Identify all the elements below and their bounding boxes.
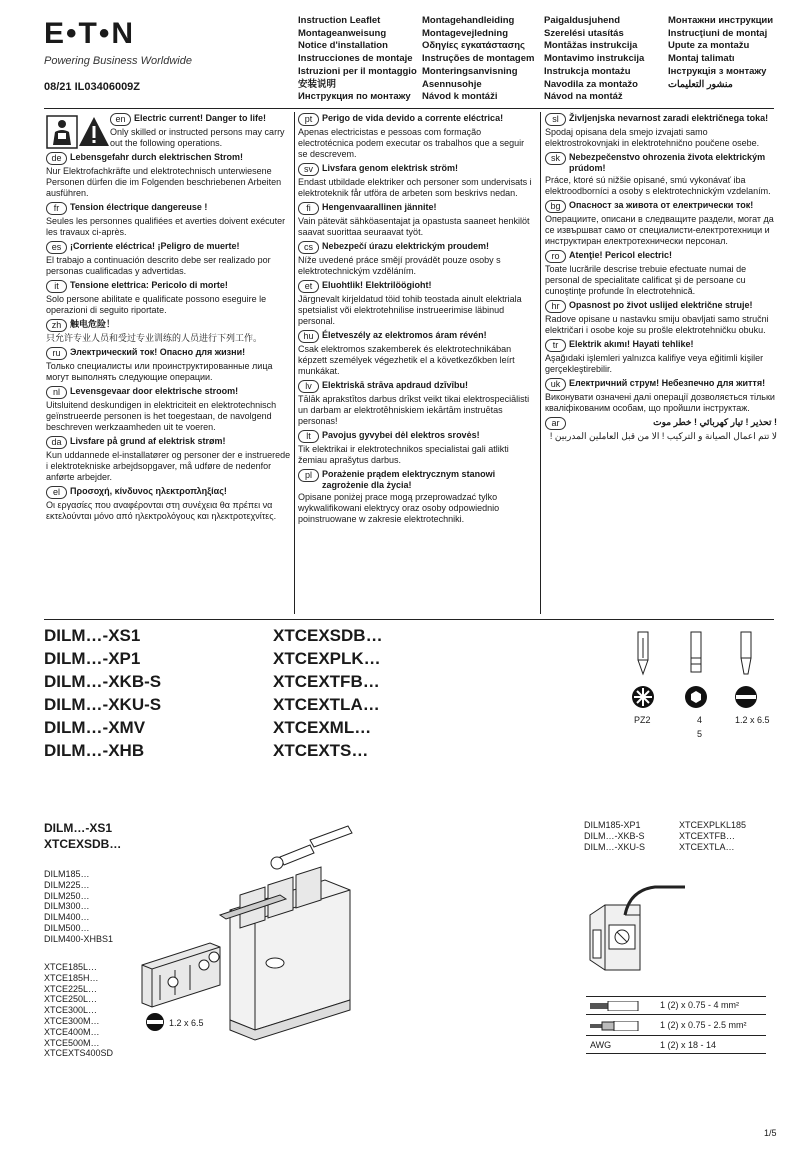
section1-dilm-list [44,869,113,945]
contactor-terminal-illustration [140,825,365,1075]
column-divider [540,112,541,614]
warning-heading [46,486,291,499]
warning-title: Livsfare på grund af elektrisk strøm! [70,436,226,446]
warning-block-sl [545,113,777,149]
wire-row-awg [586,1038,766,1052]
language-code-badge: hr [545,300,566,313]
language-code-badge: bg [545,200,566,213]
warning-block-de [46,152,291,199]
product-name: DILM…-XKB-S [44,672,162,691]
header-language-title: 安装说明 [298,78,337,90]
header-language-title: Montavimo instrukcija [544,53,645,65]
wire-row-ferrule [586,1018,766,1032]
wire-value: 1 (2) x 18 - 14 [660,1040,717,1050]
warning-text: Spodaj opisana dela smejo izvajati samo elektrostrokovnjaki in elektrotehnično poučene osebe. [545,127,760,148]
warnings-column-1 [46,113,291,525]
model-number: XTCE300L… [44,1005,98,1016]
model-number: XTCEXTFB… [679,830,736,841]
warning-heading [298,113,536,126]
warning-text: Nur Elektrofachkräfte und elektrotechnisch unterwiesene Personen dürfen die im Folgenden beschriebenen Arbeiten ausführen. [46,166,282,198]
warning-text: Οι εργασίες που αναφέρονται στη συνέχεια θα πρέπει να εκτελούνται μόνο από ηλεκτρολόγους και ηλεκτροτεχνίτες. [46,500,277,521]
language-code-badge: nl [46,386,67,399]
warnings-divider [44,619,774,620]
model-number: XTCE225L… [44,983,98,994]
product-name: XTCEXTLA… [273,695,380,714]
header-language-title: Инструкция по монтажу [298,91,411,103]
language-code-badge: fr [46,202,67,215]
header-language-title: Montāžas instrukcija [544,40,638,52]
warning-title: Προσοχή, κίνδυνος ηλεκτροπληξίας! [70,486,227,496]
model-number: DILM…-XKB-S [584,830,645,841]
model-number: XTCEXTS400SD [44,1048,114,1059]
header-language-title: Montaj talimatı [668,53,735,65]
wire-value: 1 (2) x 0.75 - 4 mm² [660,1000,740,1010]
header-language-title: Οδηγίες εγκατάστασης [422,40,525,52]
header-language-title: Asennusohje [422,78,482,90]
wire-table-top-rule [586,996,766,997]
warning-title: Електричний струм! Небезпечно для життя! [569,378,766,388]
language-code-badge: en [110,113,131,126]
warning-block-ro [545,250,777,297]
warning-heading [46,319,291,332]
model-number: XTCE250L… [44,994,98,1005]
model-number: XTCE185H… [44,972,99,983]
pozidriv-screwdriver-icon [638,632,648,674]
language-code-badge: sv [298,163,319,176]
header-language-title: Paigaldusjuhend [544,15,621,26]
warning-heading [46,386,291,399]
wire-table-rule [586,1014,766,1015]
section1-title-2: XTCEXSDB… [44,837,122,851]
model-number: XTCEXPLKL185 [679,820,747,830]
model-number: DILM400… [44,912,90,923]
warning-text: Aşağıdaki işlemleri yalnızca kalifiye veya eğitimli kişiler gerçekleştirebilir. [545,353,764,374]
warning-text: Операциите, описани в следващите раздели, могат да се извършват само от специалисти-електротехници и инструктиран електротехнически персонал. [545,214,774,246]
warning-heading [46,436,291,449]
page-number: 1/5 [764,1128,777,1138]
language-code-badge: sl [545,113,566,126]
model-number: XTCE400M… [44,1026,100,1037]
warning-text: Only skilled or instructed persons may carry out the following operations. [110,127,285,148]
header-language-title: Istruzioni per il montaggio [298,65,417,77]
tool-label-flat: 1.2 x 6.5 [735,715,770,725]
header-language-title: Szerelési utasítás [544,27,624,39]
tagline: Powering Business Worldwide [44,55,192,67]
language-code-badge: lv [298,380,319,393]
section1-title-1: DILM…-XS1 [44,821,113,835]
wire-row-solid [586,998,766,1012]
header-languages-col4 [668,15,773,91]
warning-block-tr [545,339,777,375]
warning-block-lv [298,380,536,427]
section1-title [44,820,121,852]
language-code-badge: uk [545,378,566,391]
product-name: XTCEXSDB… [273,626,383,645]
warning-text: Vain pätevät sähköasentajat ja opastusta saaneet henkilöt saavat suorittaa seuraavat työt. [298,216,530,237]
wire-table [586,998,766,1058]
language-code-badge: el [46,486,67,499]
warning-block-it [46,280,291,316]
language-code-badge: pl [298,469,319,482]
section2-dilm-list [584,820,645,852]
language-code-badge: pt [298,113,319,126]
warning-heading [545,339,777,352]
warning-text: لا تتم اعمال الصيانة و التركيب ! الا من قبل العاملين المدربين ! [549,431,777,441]
flat-screwdriver-icon [145,1012,165,1037]
tool-label-hex-2: 5 [697,729,703,739]
warning-text: Práce, ktoré sú nižšie opisané, smú vykonávať iba elektroodborníci a osoby s elektrotechnickým vzdelaním. [545,175,771,196]
warning-block-ar [545,417,777,442]
warning-heading [545,378,777,391]
warning-block-bg [545,200,777,247]
language-code-badge: de [46,152,67,165]
product-name: XTCEXTFB… [273,672,380,691]
solid-wire-icon [590,1001,640,1011]
language-code-badge: da [46,436,67,449]
warning-title: Življenjska nevarnost zaradi električnega toka! [569,113,769,123]
header-divider [44,108,774,109]
warning-block-zh [46,319,291,344]
header-language-title: Montagevejledning [422,27,509,39]
warning-block-da [46,436,291,483]
header-language-title: Montageanweisung [298,27,387,39]
model-number: XTCE500M… [44,1037,100,1048]
warning-title: Nebezpečenstvo ohrozenia života elektrickým prúdom! [569,152,766,173]
warning-heading [46,241,291,254]
wire-label-awg: AWG [590,1040,612,1050]
header-language-title: Монтажни инструкции [668,15,774,26]
section2-xtc-list [679,820,746,852]
product-name: DILM…-XS1 [44,626,141,645]
warning-text: Kun uddannede el-installatører og personer der e instruerede i elektrotekniske arbejdsopgaver, må udføre de nedenfor anførte arbejder. [46,450,291,482]
product-name: DILM…-XHB [44,741,145,760]
terminal-wiring-illustration [585,885,695,990]
language-code-badge: zh [46,319,67,332]
section1-tool-label: 1.2 x 6.5 [169,1018,204,1028]
document-number: 08/21 IL03406009Z [44,81,141,93]
warning-text: Tik elektrikai ir elektrotechnikos specialistai gali atlikti žemiau aprašytus darbus. [298,444,509,465]
warning-heading [298,330,536,343]
header-language-title: Návod k montáži [422,91,498,103]
header-language-title: Instruções de montagem [422,53,535,65]
header-language-title: Návod na montáž [544,91,623,103]
language-code-badge: sk [545,152,566,165]
warning-block-hr [545,300,777,336]
warning-title: Опасност за живота от електрически ток! [569,200,754,210]
warning-title: Электрический ток! Опасно для жизни! [70,347,246,357]
product-name: XTCEXPLK… [273,649,381,668]
warning-text: 只允许专业人员和受过专业训练的人员进行下列工作。 [46,333,263,343]
language-code-badge: es [46,241,67,254]
product-name: DILM…-XP1 [44,649,141,668]
warning-heading [298,163,536,176]
warning-heading [545,152,777,174]
product-name: XTCEXML… [273,718,372,737]
tool-label-hex: 4 [697,715,703,725]
warning-title: Levensgevaar door elektrische stroom! [70,386,239,396]
eaton-logo: E•T•N [44,17,136,50]
header-languages-col2 [422,15,534,104]
warning-heading [110,113,291,126]
warning-heading [545,417,777,430]
warning-title: Pavojus gyvybei dėl elektros srovės! [322,430,480,440]
warning-title: Porażenie prądem elektrycznym stanowi zagrożenie dla życia! [322,469,496,490]
warning-heading [545,200,777,213]
warning-title: Életveszély az elektromos áram révén! [322,330,487,340]
section1-xtce-list [44,962,113,1059]
warning-heading [298,241,536,254]
warning-title: Atenţie! Pericol electric! [569,250,673,260]
warning-heading [46,202,291,215]
warning-title: Tensione elettrica: Pericolo di morte! [70,280,228,290]
warning-title: Eluohtlik! Elektrilöögioht! [322,280,432,290]
model-number: XTCE185L… [44,962,98,972]
warning-heading [298,280,536,293]
warning-block-el [46,486,291,522]
language-code-badge: cs [298,241,319,254]
language-code-badge: et [298,280,319,293]
model-number: XTCE300M… [44,1015,100,1026]
product-name: XTCEXTS… [273,741,369,760]
header-language-title: Instruction Leaflet [298,15,381,26]
warning-text: Radove opisane u nastavku smiju obavljati samo stručni električari i osobe koje su prošle elektrotehničku obuku. [545,314,769,335]
warning-block-et [298,280,536,327]
header-languages-col3 [544,15,644,104]
warning-block-nl [46,386,291,433]
warning-heading [545,250,777,263]
column-divider [294,112,295,614]
model-number: DILM300… [44,901,90,912]
language-code-badge: lt [298,430,319,443]
warning-heading [545,113,777,126]
language-code-badge: it [46,280,67,293]
warning-text: El trabajo a continuación descrito debe ser realizado por personas cualificadas y advertidas. [46,255,271,276]
warning-title: Opasnost po život uslijed električne struje! [569,300,753,310]
warning-text: Solo persone abilitate e qualificate possono eseguire le operazioni di seguito riportate. [46,294,267,315]
warning-text: Níže uvedené práce smějí provádět pouze osoby s elektrotechnickým vzděláním. [298,255,501,276]
warning-block-lt [298,430,536,466]
ferrule-wire-icon [590,1021,640,1031]
warning-title: Perigo de vida devido a corrente eléctrica! [322,113,504,123]
wire-table-rule [586,1053,766,1054]
warning-title: Lebensgefahr durch elektrischen Strom! [70,152,244,162]
warning-heading [298,430,536,443]
warning-text: Järgnevalt kirjeldatud töid tohib teostada ainult elektriala spetsialist või elektrotehnilise instrueerimise läbinud personal. [298,294,522,326]
header-language-title: Navodila za montažo [544,78,638,90]
warning-title: Nebezpečí úrazu elektrickým proudem! [322,241,490,251]
product-name: DILM…-XKU-S [44,695,162,714]
model-number: DILM185-XP1 [584,820,641,830]
tools-illustration [612,630,782,715]
warning-text: Toate lucrările descrise trebuie efectuate numai de personal de specialitate calificat şi de persoane cu cunoştinţe profunde în electrotehnică. [545,264,747,296]
warning-heading [298,469,536,491]
warning-text: Endast utbildade elektriker och personer som undervisats i elektroteknik får utföra de arbeten som beskrivs nedan. [298,177,532,198]
warning-heading [298,202,536,215]
warning-heading [298,380,536,393]
warning-block-sk [545,152,777,197]
header-language-title: Monteringsanvisning [422,65,518,77]
language-code-badge: tr [545,339,566,352]
language-code-badge: ro [545,250,566,263]
header-language-title: Instrucţiuni de montaj [668,27,768,39]
warning-title: Elektriskā strāva apdraud dzīvību! [322,380,469,390]
warning-heading [46,280,291,293]
flat-screwdriver-icon [741,632,751,674]
header-language-title: Notice d'installation [298,40,388,52]
warning-block-pt [298,113,536,160]
warning-block-uk [545,378,777,414]
product-name: DILM…-XMV [44,718,146,737]
header-languages-col1 [298,15,417,104]
hex-key-icon [691,632,701,672]
warning-title: 触电危险！ [70,319,116,329]
warning-text: Только специалисты или проинструктированные лица могут выполнять следующие операции. [46,361,273,382]
language-code-badge: ru [46,347,67,360]
warning-heading [46,347,291,360]
tool-label-pz2: PZ2 [634,715,651,725]
warning-text: Apenas electricistas e pessoas com formação electrotécnica podem executar os trabalhos que a seguir se descrevem. [298,127,525,159]
warning-text: Seules les personnes qualifiées et averties doivent exécuter les travaux ci-après. [46,216,286,237]
header-language-title: Montagehandleiding [422,15,515,26]
warning-block-hu [298,330,536,377]
wire-table-rule [586,1035,766,1036]
warnings-column-3 [545,113,777,445]
language-code-badge: hu [298,330,319,343]
warning-block-fr [46,202,291,238]
warning-block-sv [298,163,536,199]
warning-block-pl [298,469,536,525]
header-language-title: Інструкція з монтажу [668,65,767,77]
wire-value: 1 (2) x 0.75 - 2.5 mm² [660,1020,747,1030]
warning-title: ¡Corriente eléctrica! ¡Peligro de muerte! [70,241,240,251]
product-list-xtc [273,624,383,762]
warnings-column-2 [298,113,536,528]
warning-text: Csak elektromos szakemberek és elektrotechnikában képzett személyek végezhetik el a következőkben leírt munkákat. [298,344,515,376]
language-code-badge: fi [298,202,319,215]
warning-text: Opisane poniżej prace mogą przeprowadzać tylko wykwalifikowani elektrycy oraz osoby odpowiednio poinstruowane w zakresie elektrotechniki. [298,492,500,524]
model-number: DILM250… [44,890,90,901]
warning-block-ru [46,347,291,383]
header-language-title: منشور التعليمات [668,78,733,90]
warning-title: Tension électrique dangereuse ! [70,202,208,212]
warning-text: Виконувати означені далі операції дозволяється тільки кваліфікованим особам, що пройшли інструктаж. [545,392,775,413]
warning-heading [545,300,777,313]
model-number: DILM225… [44,879,90,890]
model-number: DILM500… [44,922,90,933]
warning-block-es [46,241,291,277]
model-number: DILM400-XHBS1 [44,933,114,944]
product-list-dilm [44,624,161,762]
warning-title: Elektrik akımı! Hayati tehlike! [569,339,694,349]
language-code-badge: ar [545,417,566,430]
model-number: DILM185… [44,869,90,879]
warning-block-cs [298,241,536,277]
header-language-title: Upute za montažu [668,40,750,52]
warning-title: Hengenvaarallinen jännite! [322,202,437,212]
warning-title: Livsfara genom elektrisk ström! [322,163,459,173]
warning-text: Tālāk aprakstītos darbus drīkst veikt tikai elektrospeciālisti un darbam ar elektrotēhniskiem iekārtām instruētas personas! [298,394,530,426]
model-number: DILM…-XKU-S [584,841,646,852]
header-language-title: Instrucciones de montaje [298,53,413,65]
warning-title: Electric current! Danger to life! [134,113,267,123]
header-language-title: Instrukcja montażu [544,65,631,77]
warning-heading [46,152,291,165]
warning-block-en [110,113,291,149]
warning-block-fi [298,202,536,238]
model-number: XTCEXTLA… [679,841,735,852]
warning-title: ! تحذير ! تيار كهربائي ! خطر موت [653,417,777,427]
warning-text: Uitsluitend deskundigen in elektriciteit en elektrotechnisch geïnstrueerde personen is het toegestaan, de navolgend beschreven werkzaamheden uit te voeren. [46,400,277,432]
